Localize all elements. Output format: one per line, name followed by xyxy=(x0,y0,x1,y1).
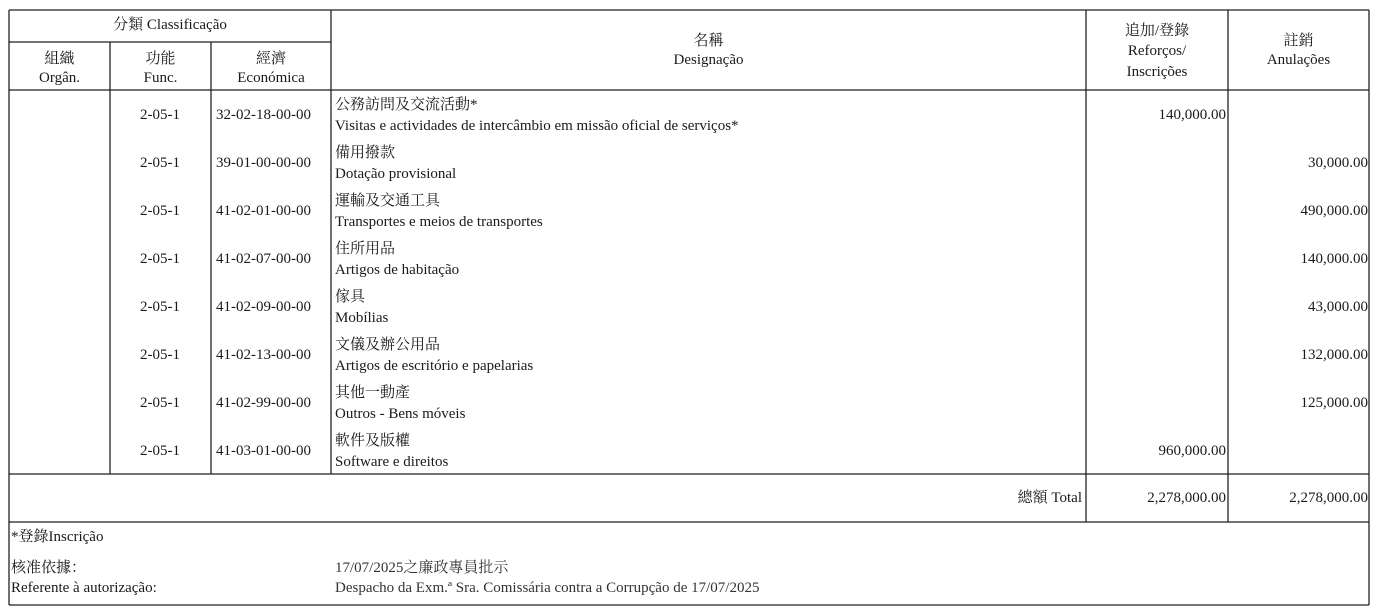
row-econ: 41-02-09-00-00 xyxy=(216,299,311,315)
header-econ-zh: 經濟 xyxy=(255,51,286,67)
row-func: 2-05-1 xyxy=(140,107,180,123)
row-name-zh: 軟件及版權 xyxy=(335,433,411,449)
row-econ: 41-02-13-00-00 xyxy=(216,347,311,363)
row-name-zh: 住所用品 xyxy=(335,241,396,257)
row-name-pt: Dotação provisional xyxy=(335,166,457,182)
header-anulacoes-zh: 註銷 xyxy=(1283,33,1314,49)
row-name-pt: Transportes e meios de transportes xyxy=(335,214,543,230)
row-econ: 41-02-99-00-00 xyxy=(216,395,311,411)
row-name-pt: Mobílias xyxy=(335,310,389,326)
header-organ-zh: 組織 xyxy=(44,51,75,67)
row-anulacoes: 490,000.00 xyxy=(1300,203,1368,219)
row-name-pt: Outros - Bens móveis xyxy=(335,406,466,422)
row-anulacoes: 43,000.00 xyxy=(1308,299,1368,315)
row-anulacoes: 140,000.00 xyxy=(1300,251,1368,267)
row-reforcos: 960,000.00 xyxy=(1158,443,1226,459)
row-func: 2-05-1 xyxy=(140,299,180,315)
header-classificacao: 分類 Classificação xyxy=(113,17,227,33)
row-name-pt: Artigos de escritório e papelarias xyxy=(335,358,534,374)
total-reforcos: 2,278,000.00 xyxy=(1147,490,1226,506)
row-name-pt: Visitas e actividades de intercâmbio em missão oficial de serviços* xyxy=(335,118,739,134)
row-econ: 39-01-00-00-00 xyxy=(216,155,311,171)
row-name-zh: 其他一動產 xyxy=(335,385,411,401)
footer-despacho-zh: 17/07/2025之廉政專員批示 xyxy=(335,560,509,576)
header-reforcos-zh: 追加/登錄 xyxy=(1124,23,1190,39)
row-name-pt: Artigos de habitação xyxy=(335,262,460,278)
header-designacao-zh: 名稱 xyxy=(693,33,724,49)
row-name-zh: 傢具 xyxy=(335,289,366,305)
header-econ-pt: Económica xyxy=(237,70,305,86)
row-anulacoes: 132,000.00 xyxy=(1300,347,1368,363)
row-func: 2-05-1 xyxy=(140,443,180,459)
row-econ: 41-02-07-00-00 xyxy=(216,251,311,267)
total-anulacoes: 2,278,000.00 xyxy=(1289,490,1368,506)
row-econ: 41-03-01-00-00 xyxy=(216,443,311,459)
row-func: 2-05-1 xyxy=(140,203,180,219)
footer-despacho-pt: Despacho da Exm.ª Sra. Comissária contra a Corrupção de 17/07/2025 xyxy=(335,580,760,596)
row-reforcos: 140,000.00 xyxy=(1158,107,1226,123)
header-reforcos-pt1: Reforços/ xyxy=(1127,43,1187,59)
row-anulacoes: 125,000.00 xyxy=(1300,395,1368,411)
row-name-zh: 文儀及辦公用品 xyxy=(335,337,441,353)
footer-note: *登錄Inscrição xyxy=(11,529,104,545)
header-designacao-pt: Designação xyxy=(673,52,744,68)
footer-basis-pt: Referente à autorização: xyxy=(11,580,157,596)
header-func-zh: 功能 xyxy=(145,51,176,67)
row-name-zh: 運輸及交通工具 xyxy=(335,193,441,209)
row-name-zh: 備用撥款 xyxy=(335,145,396,161)
header-func-pt: Func. xyxy=(143,70,178,86)
row-func: 2-05-1 xyxy=(140,251,180,267)
row-func: 2-05-1 xyxy=(140,347,180,363)
row-econ: 41-02-01-00-00 xyxy=(216,203,311,219)
row-name-pt: Software e direitos xyxy=(335,454,449,470)
row-func: 2-05-1 xyxy=(140,155,180,171)
row-econ: 32-02-18-00-00 xyxy=(216,107,311,123)
header-anulacoes-pt: Anulações xyxy=(1266,52,1331,68)
header-organ-pt: Orgân. xyxy=(39,70,80,86)
footer-basis-zh: 核准依據： xyxy=(11,560,87,576)
row-anulacoes: 30,000.00 xyxy=(1308,155,1368,171)
row-name-zh: 公務訪問及交流活動* xyxy=(335,97,478,113)
total-label: 總額 Total xyxy=(1017,490,1082,506)
row-func: 2-05-1 xyxy=(140,395,180,411)
header-reforcos-pt2: Inscrições xyxy=(1126,64,1188,80)
